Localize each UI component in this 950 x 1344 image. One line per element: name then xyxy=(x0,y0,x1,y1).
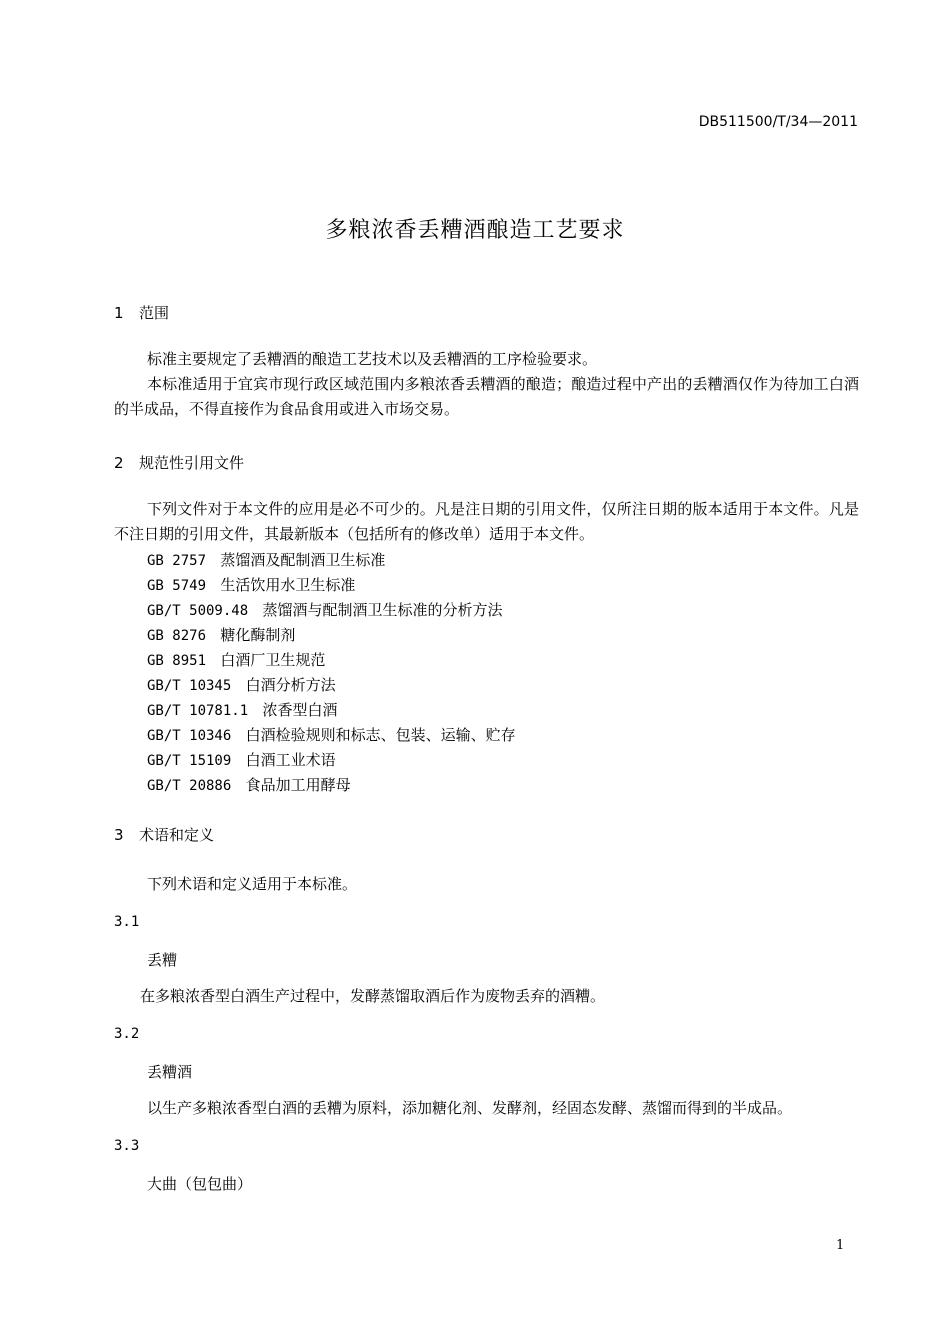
section-1-paragraph-2: 本标准适用于宜宾市现行政区域范围内多粮浓香丢糟酒的酿造；酿造过程中产出的丢糟酒仅作为待加工白酒的半成品，不得直接作为食品食用或进入市场交易。 xyxy=(114,375,859,418)
document-code: DB511500/T/34—2011 xyxy=(698,114,858,130)
section-1-heading xyxy=(114,302,169,323)
reference-code: GB/T 10781.1 xyxy=(147,703,249,719)
reference-code: GB 5749 xyxy=(147,578,207,594)
term-heading: 大曲（包包曲） xyxy=(147,1175,253,1193)
page-number: 1 xyxy=(836,1238,845,1253)
reference-item xyxy=(147,574,355,595)
term-number: 3.3 xyxy=(114,1138,140,1154)
reference-item xyxy=(147,774,351,795)
reference-name: 蒸馏酒与配制酒卫生标准的分析方法 xyxy=(262,601,503,619)
reference-name: 白酒分析方法 xyxy=(245,676,336,694)
term-heading: 丢糟 xyxy=(147,951,178,969)
reference-name: 浓香型白酒 xyxy=(262,701,338,719)
reference-code: GB 8276 xyxy=(147,628,207,644)
reference-item xyxy=(147,649,325,670)
reference-item xyxy=(147,724,516,745)
reference-name: 生活饮用水卫生标准 xyxy=(220,576,356,594)
reference-name: 蒸馏酒及配制酒卫生标准 xyxy=(220,551,386,569)
section-2-heading xyxy=(114,452,244,473)
term-number: 3.1 xyxy=(114,914,140,930)
section-number: 2 xyxy=(114,454,124,472)
reference-code: GB/T 10346 xyxy=(147,728,232,744)
section-title: 规范性引用文件 xyxy=(139,454,245,472)
reference-code: GB/T 10345 xyxy=(147,678,232,694)
term-number: 3.2 xyxy=(114,1026,140,1042)
reference-code: GB/T 20886 xyxy=(147,778,232,794)
section-number: 1 xyxy=(114,304,124,322)
section-2-paragraph-1: 下列文件对于本文件的应用是必不可少的。凡是注日期的引用文件，仅所注日期的版本适用于本文件。凡是不注日期的引用文件，其最新版本（包括所有的修改单）适用于本文件。 xyxy=(114,500,859,543)
section-3-paragraph-1: 下列术语和定义适用于本标准。 xyxy=(147,875,358,893)
reference-name: 白酒检验规则和标志、包装、运输、贮存 xyxy=(245,726,516,744)
reference-code: GB/T 5009.48 xyxy=(147,603,249,619)
reference-item xyxy=(147,674,336,695)
reference-name: 食品加工用酵母 xyxy=(245,776,351,794)
term-definition: 以生产多粮浓香型白酒的丢糟为原料，添加糖化剂、发酵剂，经固态发酵、蒸馏而得到的半成品。 xyxy=(147,1099,793,1117)
reference-name: 白酒厂卫生规范 xyxy=(220,651,326,669)
reference-name: 糖化酶制剂 xyxy=(220,626,296,644)
reference-name: 白酒工业术语 xyxy=(245,751,336,769)
term-definition: 在多粮浓香型白酒生产过程中，发酵蒸馏取酒后作为废物丢弃的酒糟。 xyxy=(140,987,606,1005)
section-title: 范围 xyxy=(139,304,170,322)
document-title: 多粮浓香丢糟酒酿造工艺要求 xyxy=(325,218,625,243)
reference-item xyxy=(147,599,502,620)
term-heading: 丢糟酒 xyxy=(147,1063,193,1081)
section-number: 3 xyxy=(114,826,124,844)
reference-item xyxy=(147,699,337,720)
reference-code: GB/T 15109 xyxy=(147,753,232,769)
reference-code: GB 8951 xyxy=(147,653,207,669)
section-3-heading xyxy=(114,824,214,845)
section-1-paragraph-1: 标准主要规定了丢糟酒的酿造工艺技术以及丢糟酒的工序检验要求。 xyxy=(147,350,598,368)
section-title: 术语和定义 xyxy=(139,826,215,844)
reference-item xyxy=(147,749,336,770)
reference-item xyxy=(147,624,295,645)
reference-item xyxy=(147,549,385,570)
reference-code: GB 2757 xyxy=(147,553,207,569)
